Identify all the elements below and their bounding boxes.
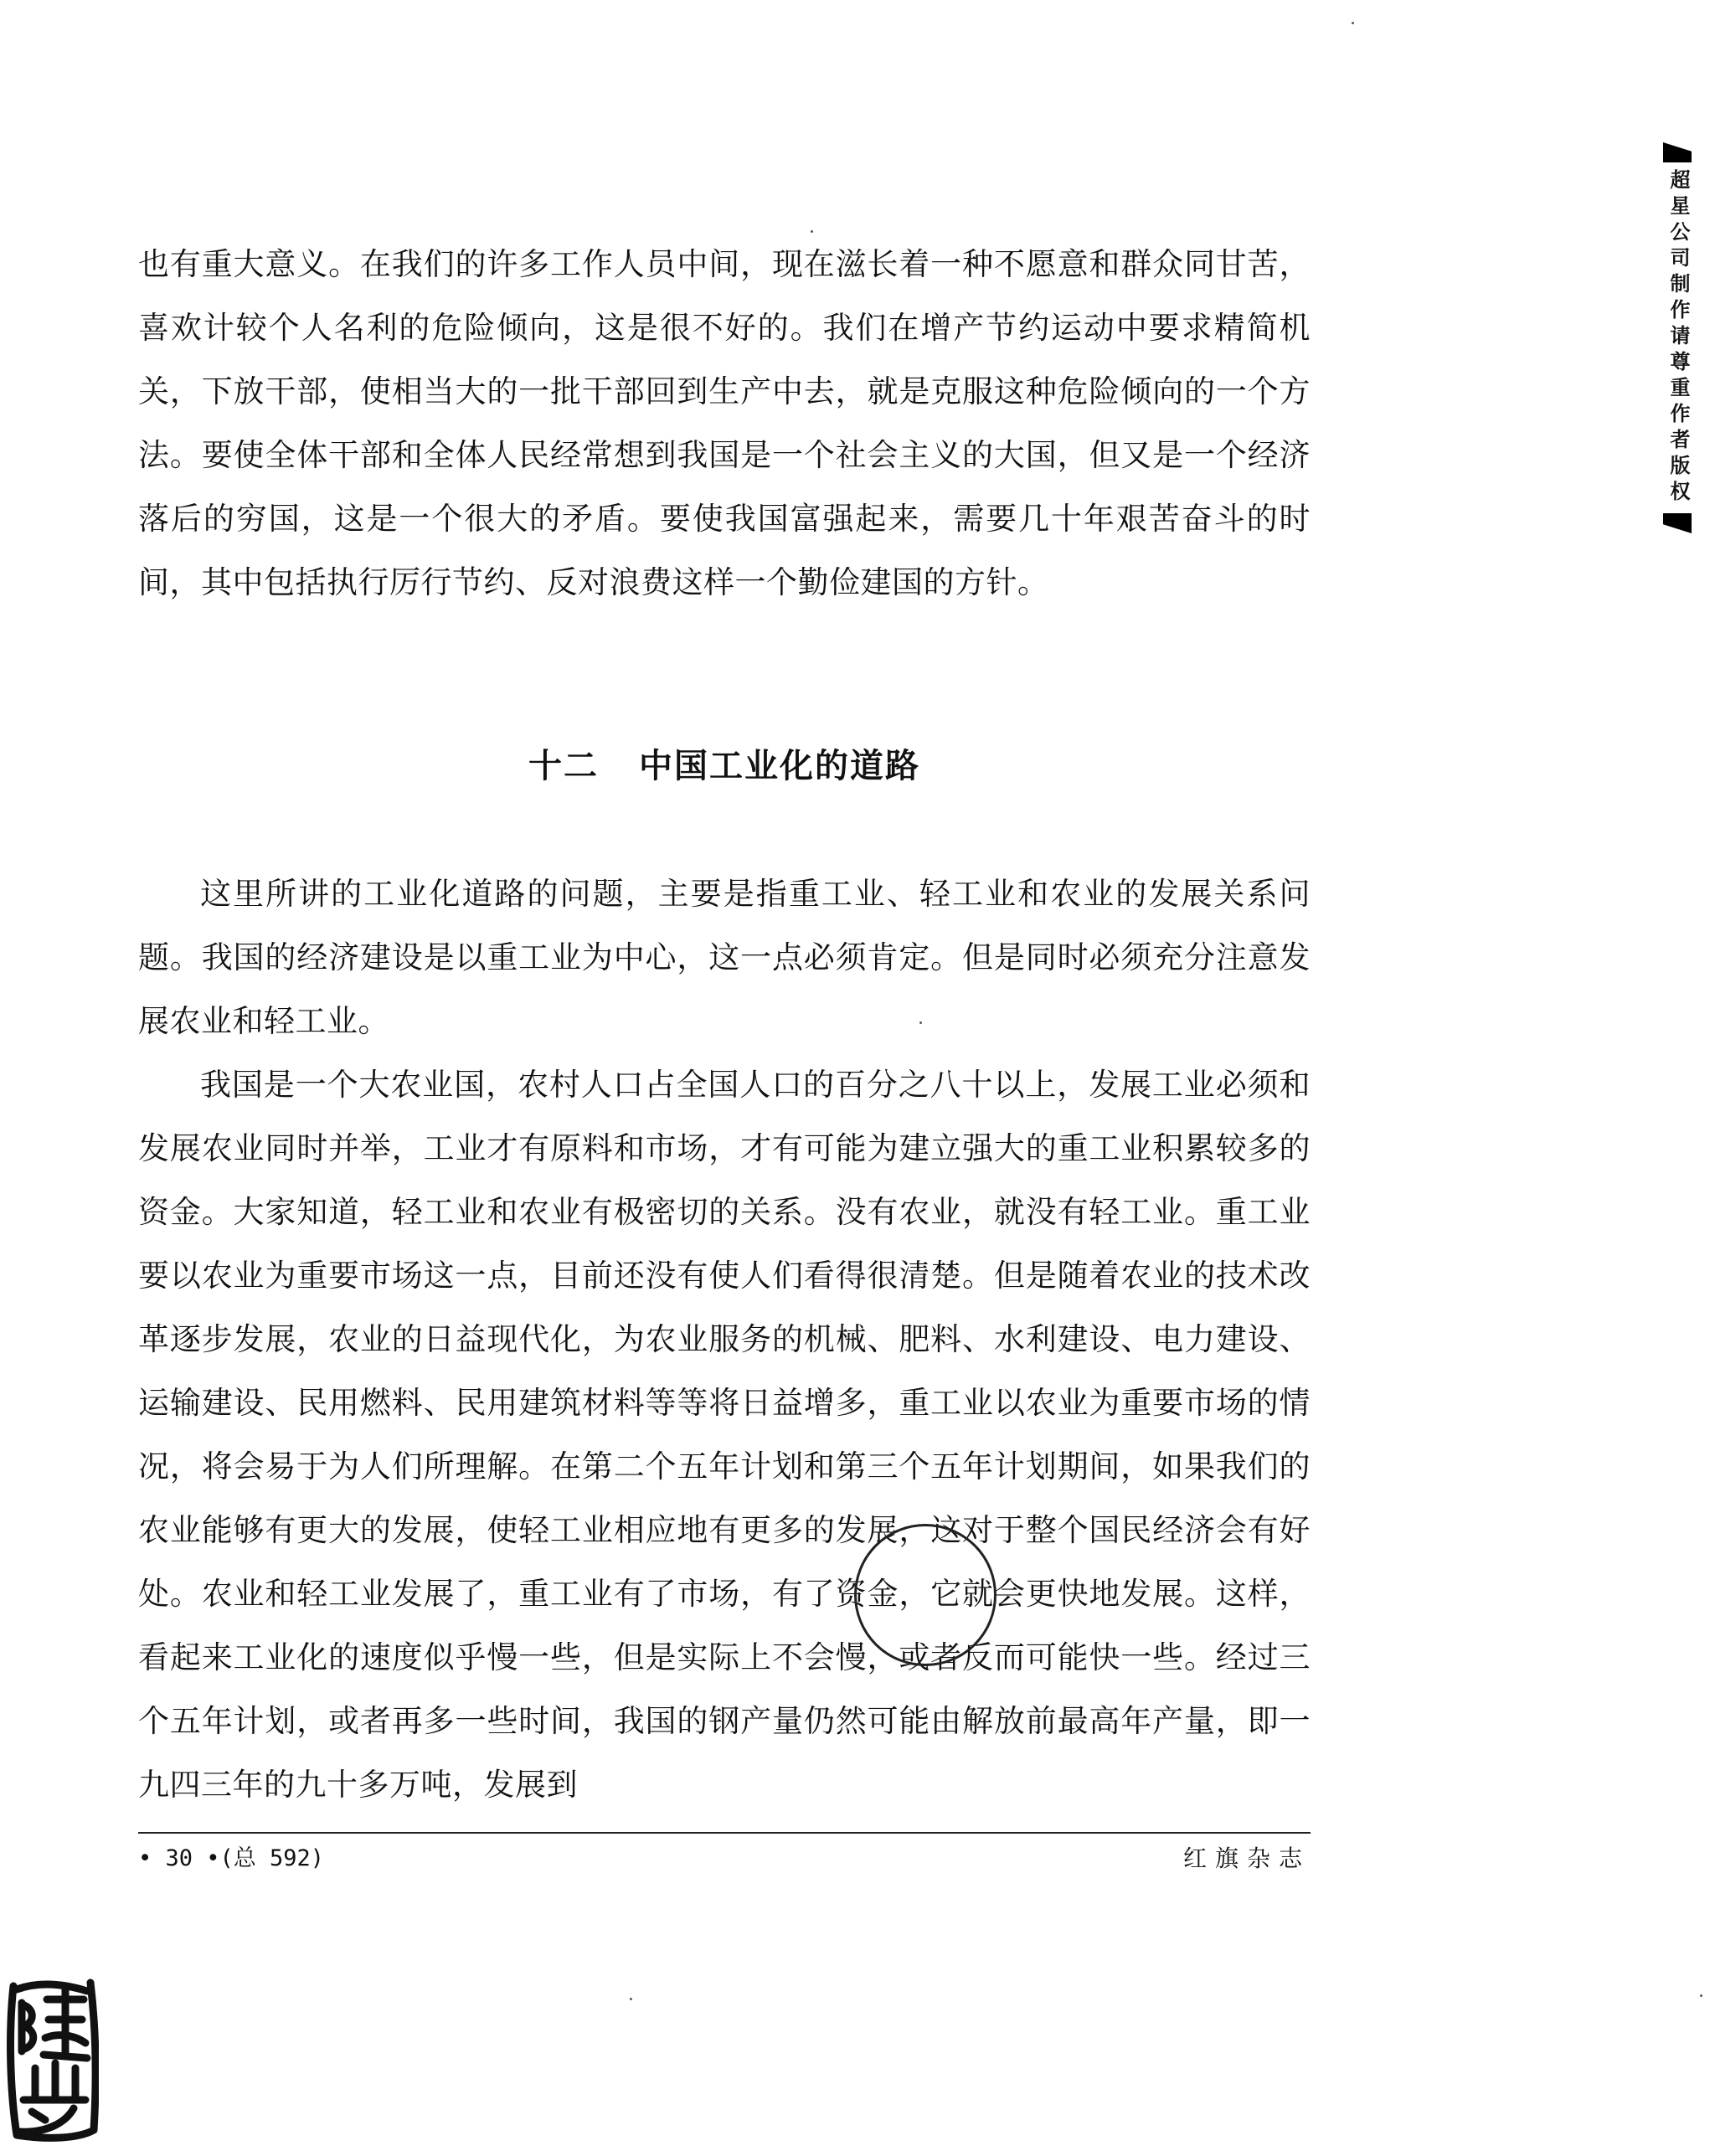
seal-stamp-icon (7, 1974, 99, 2142)
journal-name: 红旗杂志 (1182, 1845, 1311, 1872)
copyright-text: 超星公司制作请尊重作者版权 (1666, 169, 1690, 507)
continued-text-block (138, 233, 1311, 615)
copyright-side-notice (1660, 142, 1697, 533)
scan-speck (919, 1021, 922, 1024)
section-body (138, 862, 1311, 1817)
paragraph: 我国是一个大农业国，农村人口占全国人口的百分之八十以上，发展工业必须和发展农业同时并举，工业才有原料和市场，才有可能为建立强大的重工业积累较多的资金。大家知道，轻工业和农业有极密切的关系。没有农业，就没有轻工业。重工业要以农业为重要市场这一点，目前还没有使人们看得很清楚。但是随着农业的技术改革逐步发展，农业的日益现代化，为农业服务的机械、肥料、水利建设、电力建设、运输建设、民用燃料、民用建筑材料等等将日益增多，重工业以农业为重要市场的情况，将会易于为人们所理解。在第二个五年计划和第三个五年计划期间，如果我们的农业能够有更大的发展，使轻工业相应地有更多的发展，这对于整个国民经济会有好处。农业和轻工业发展了，重工业有了市场，有了资金，它就会更快地发展。这样，看起来工业化的速度似乎慢一些，但是实际上不会慢，或者反而可能快一些。经过三个五年计划，或者再多一些时间，我国的钢产量仍然可能由解放前最高年产量，即一九四三年的九十多万吨，发展到 (138, 1067, 1311, 1803)
footer-rule (138, 1832, 1311, 1834)
scan-speck (630, 1998, 632, 2000)
paragraph: 这里所讲的工业化道路的问题，主要是指重工业、轻工业和农业的发展关系问题。我国的经济建设是以重工业为中心，这一点必须肯定。但是同时必须充分注意发展农业和轻工业。 (138, 876, 1311, 1039)
arrow-bar-icon (1663, 513, 1692, 533)
section-title-text: 中国工业化的道路 (639, 747, 920, 785)
section-number: 十二 (528, 747, 599, 785)
scan-speck (811, 230, 813, 233)
paragraph: 也有重大意义。在我们的许多工作人员中间，现在滋长着一种不愿意和群众同甘苦，喜欢计较个人名利的危险倾向，这是很不好的。我们在增产节约运动中要求精简机关，下放干部，使相当大的一批干部回到生产中去，就是克服这种危险倾向的一个方法。要使全体干部和全体人民经常想到我国是一个社会主义的大国，但又是一个经济落后的穷国，这是一个很大的矛盾。要使我国富强起来，需要几十年艰苦奋斗的时间，其中包括执行厉行节约、反对浪费这样一个勤俭建国的方针。 (138, 246, 1311, 600)
page-number-label: • 30 •(总 592) (138, 1845, 325, 1871)
section-heading (138, 741, 1311, 791)
hand-drawn-circle-mark (854, 1524, 997, 1666)
scan-speck (1700, 1994, 1702, 1997)
arrow-bar-icon (1663, 142, 1692, 162)
scan-speck (1352, 22, 1354, 24)
